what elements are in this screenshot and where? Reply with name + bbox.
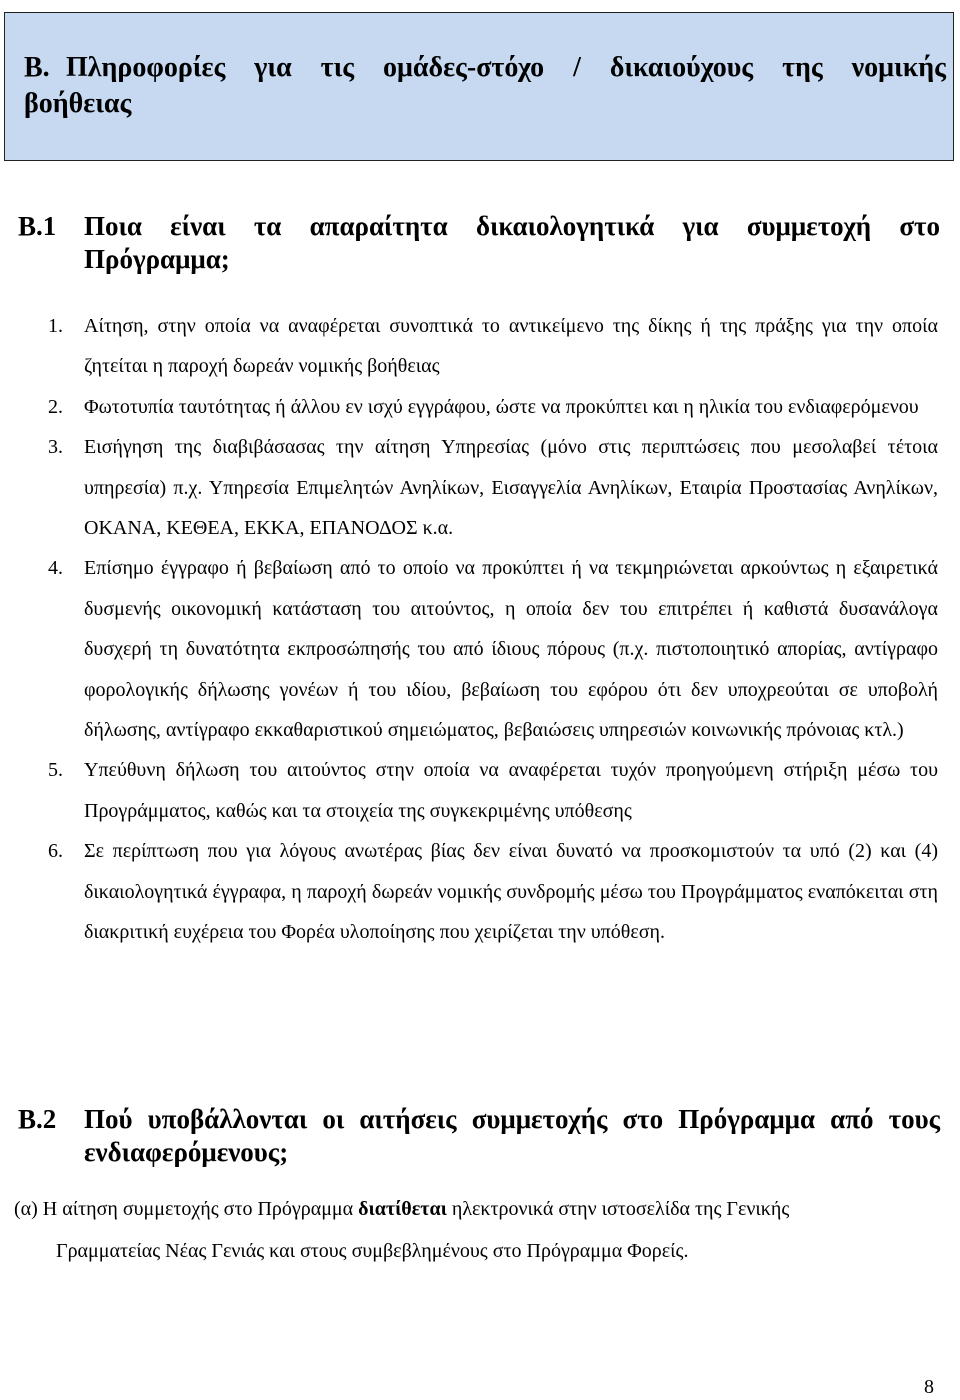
list-item-text: Υπεύθυνη δήλωση του αιτούντος στην οποία να αναφέρεται τυχόν προηγούμενη στήριξη μέσω του Προγράμματος, καθώς και τα στοιχεία της συγκεκριμένης υπόθεσης (84, 759, 938, 822)
list-item (0, 306, 960, 387)
list-item (0, 387, 960, 427)
list-item-text: Εισήγηση της διαβιβάσασας την αίτηση Υπηρεσίας (μόνο στις περιπτώσεις που μεσολαβεί τέτοια υπηρεσία) π.χ. Υπηρεσία Επιμελητών Ανηλίκων, Εισαγγελία Ανηλίκων, Εταιρία Προστασίας Ανηλίκων, ΟΚΑΝΑ, ΚΕΘΕΑ, ΕΚΚΑ, ΕΠΑΝΟΔΟΣ κ.α. (84, 436, 938, 540)
section-title-text: Πληροφορίες για τις ομάδες-στόχο / δικαιούχους της νομικής βοήθειας (24, 52, 946, 119)
subsection-b1-number: Β.1 (18, 211, 57, 241)
paragraph-continuation: Γραμματείας Νέας Γενιάς και στους συμβεβλημένους στο Πρόγραμμα Φορείς. (56, 1240, 689, 1262)
subsection-b2-number: Β.2 (18, 1104, 57, 1134)
required-documents-list (0, 306, 960, 953)
list-item-text: Σε περίπτωση που για λόγους ανωτέρας βίας δεν είναι δυνατό να προσκομιστούν τα υπό (2) και (4) δικαιολογητικά έγγραφα, η παροχή δωρεάν νομικής συνδρομής μέσω του Προγράμματος εναπόκειται στη διακριτική ευχέρεια του Φορέα υλοποίησης που χειρίζεται την υπόθεση. (84, 840, 938, 944)
subsection-b1-heading (18, 210, 940, 276)
list-item-text: Αίτηση, στην οποία να αναφέρεται συνοπτικά το αντικείμενο της δίκης ή της πράξης για την οποία ζητείται η παροχή δωρεάν νομικής βοήθειας (84, 315, 938, 378)
list-item-number: 5. (48, 759, 63, 782)
list-item (0, 548, 960, 750)
list-item-number: 4. (48, 557, 63, 580)
section-title (24, 50, 946, 122)
list-item-text: Φωτοτυπία ταυτότητας ή άλλου εν ισχύ εγγράφου, ώστε να προκύπτει και η ηλικία του ενδιαφερόμενου (84, 395, 919, 418)
list-item (0, 831, 960, 952)
subsection-b2-heading (18, 1103, 940, 1169)
subsection-b2-title: Πού υποβάλλονται οι αιτήσεις συμμετοχής στο Πρόγραμμα από τους ενδιαφερόμενους; (84, 1104, 940, 1167)
list-item-number: 6. (48, 840, 63, 863)
list-item (0, 427, 960, 548)
list-item-text: Επίσημο έγγραφο ή βεβαίωση από το οποίο να προκύπτει ή να τεκμηριώνεται αρκούντως η εξαιρετικά δυσμενής οικονομική κατάσταση του αιτούντος, η οποία δεν του επιτρέπει ή καθιστά δυσανάλογα δυσχερή τη δυνατότητα εκπροσώπησής του από ίδιους πόρους (π.χ. πιστοποιητικό απορίας, αντίγραφο φορολογικής δήλωσης γονέων ή του ιδίου, βεβαίωση του εφόρου ότι δεν υποχρεούται σε υποβολή δήλωσης, αντίγραφο εκκαθαριστικού σημειώματος, βεβαιώσεις υπηρεσιών κοινωνικής πρόνοιας κτλ.) (84, 557, 938, 742)
page-number: 8 (924, 1376, 934, 1398)
list-item-number: 2. (48, 395, 63, 418)
paragraph-prefix: (α) Η αίτηση συμμετοχής στο Πρόγραμμα (14, 1198, 359, 1220)
list-item (0, 750, 960, 831)
paragraph-suffix: ηλεκτρονικά στην ιστοσελίδα της Γενικής (446, 1198, 790, 1220)
section-number: Β. (24, 52, 50, 83)
list-item-number: 3. (48, 436, 63, 459)
submission-paragraph (14, 1188, 938, 1272)
list-item-number: 1. (48, 315, 63, 337)
paragraph-bold-word: διατίθεται (358, 1198, 447, 1220)
subsection-b1-title: Ποια είναι τα απαραίτητα δικαιολογητικά για συμμετοχή στο Πρόγραμμα; (84, 211, 940, 274)
